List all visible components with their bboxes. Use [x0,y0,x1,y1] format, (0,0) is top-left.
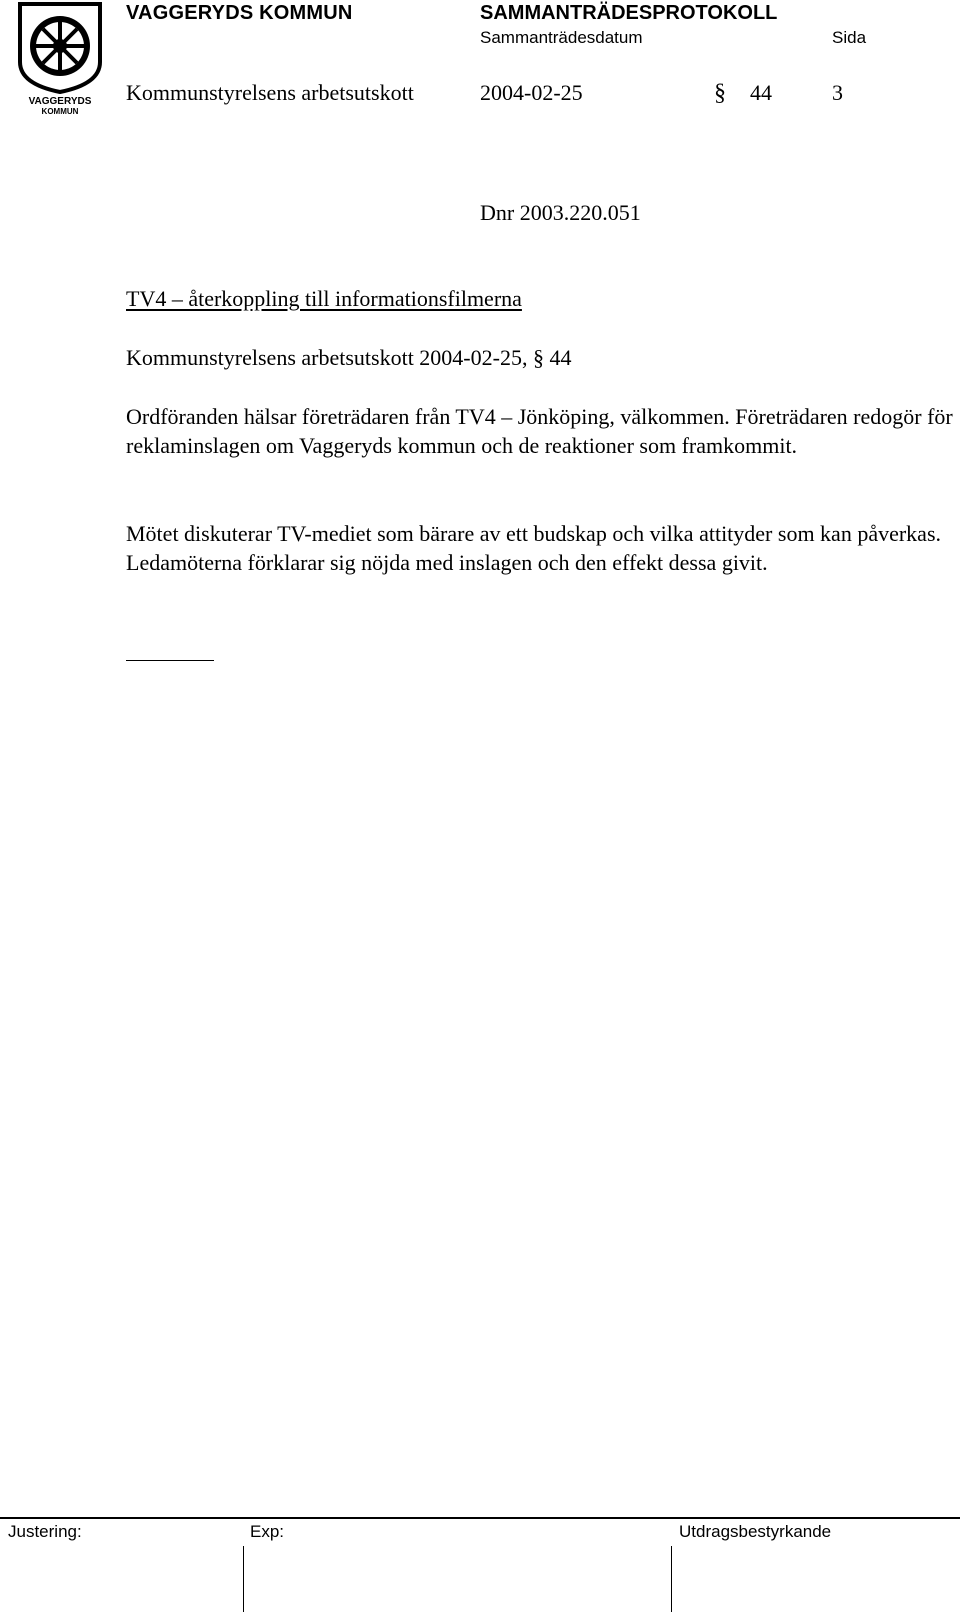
body-paragraph: Mötet diskuterar TV-mediet som bärare av ett budskap och vilka attityder som kan påverkas. Ledamöterna förklarar sig nöjda med inslagen och den effekt dessa givit. [126,521,941,575]
protocol-title: SAMMANTRÄDESPROTOKOLL [480,2,778,24]
page-label: Sida [832,28,867,47]
item-reference: Kommunstyrelsens arbetsutskott 2004-02-25, § 44 [126,345,572,370]
footer-column-divider [243,1546,244,1612]
diary-number: Dnr 2003.220.051 [480,200,641,225]
footer-column-divider [671,1546,672,1612]
page-number: 3 [832,80,843,105]
footer-exp-label: Exp: [250,1522,285,1541]
section-sign: § [714,80,726,106]
logo-text-line2: KOMMUN [41,107,79,116]
section-number: 44 [750,80,772,105]
committee-name: Kommunstyrelsens arbetsutskott [126,80,414,105]
footer-cert-label: Utdragsbestyrkande [679,1522,832,1541]
footer-adjust-label: Justering: [8,1522,82,1541]
end-rule [126,660,214,661]
municipality-name: VAGGERYDS KOMMUN [126,2,353,24]
footer-divider [0,1517,960,1519]
body-paragraph: Ordföranden hälsar företrädaren från TV4 – Jönköping, välkommen. Företrädaren redogör för reklaminslagen om Vaggeryds kommun och de reaktioner som framkommit. [126,404,953,458]
logo-text-line1: VAGGERYDS [28,96,92,107]
meeting-date: 2004-02-25 [480,80,583,105]
municipality-logo [14,0,106,118]
meeting-date-label: Sammanträdesdatum [480,28,643,47]
item-title: TV4 – återkoppling till informationsfilmerna [126,286,522,311]
